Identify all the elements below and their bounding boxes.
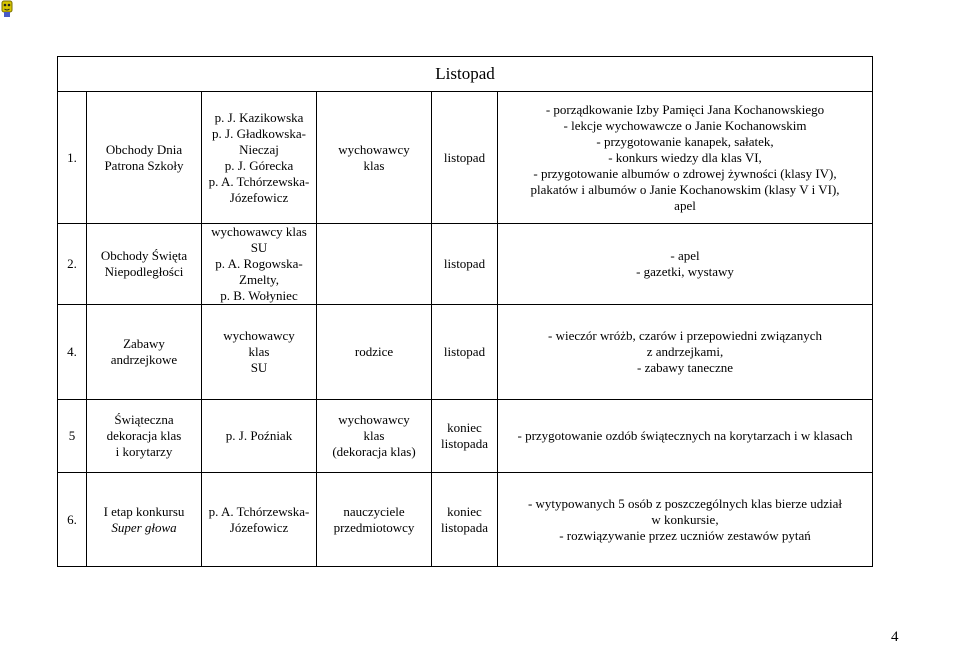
page-number: 4 bbox=[891, 629, 899, 645]
activities-line: - przygotowanie ozdób świątecznych na korytarzach i w klasach bbox=[517, 428, 853, 443]
responsible-line: p. A. Tchórzewska- bbox=[208, 173, 310, 189]
responsible-line: SU bbox=[250, 360, 268, 375]
responsible-line: wychowawcy bbox=[223, 328, 295, 343]
responsible-line: Zmelty, bbox=[239, 272, 279, 287]
activities-line: - wytypowanych 5 osób z poszczególnych klas bierze udział bbox=[527, 495, 843, 511]
activities-line: - konkurs wiedzy dla klas VI, bbox=[608, 149, 762, 165]
event-line: I etap konkursu bbox=[103, 503, 185, 519]
activities-line: apel bbox=[674, 197, 696, 213]
activities-line: - lekcje wychowawcze o Janie Kochanowskim bbox=[563, 117, 807, 133]
event-line: Niepodległości bbox=[104, 264, 184, 279]
date-line: listopada bbox=[441, 436, 488, 451]
activities-line: - przygotowanie albumów o zdrowej żywności (klasy IV), bbox=[533, 165, 837, 181]
event-cell bbox=[87, 473, 202, 567]
row-number: 4. bbox=[58, 305, 87, 400]
responsible-cell bbox=[202, 400, 317, 473]
corner-icon bbox=[0, 0, 14, 18]
row-number: 2. bbox=[58, 224, 87, 305]
responsible-line: Józefowicz bbox=[229, 189, 289, 205]
event-line: Patrona Szkoły bbox=[104, 157, 184, 173]
activities-cell bbox=[498, 400, 873, 473]
row-number: 5 bbox=[58, 400, 87, 473]
activities-cell bbox=[498, 305, 873, 400]
participants-cell bbox=[317, 92, 432, 224]
responsible-cell bbox=[202, 473, 317, 567]
responsible-line: p. J. Kazikowska bbox=[214, 109, 304, 125]
event-line: dekoracja klas bbox=[106, 428, 182, 443]
event-cell bbox=[87, 224, 202, 305]
event-cell bbox=[87, 305, 202, 400]
event-line: andrzejkowe bbox=[110, 352, 178, 367]
activities-line: plakatów i albumów o Janie Kochanowskim (klasy V i VI), bbox=[530, 181, 840, 197]
participants-line: wychowawcy bbox=[338, 141, 410, 157]
date-line: listopad bbox=[443, 149, 486, 165]
date-line: listopada bbox=[441, 519, 488, 535]
date-line: listopad bbox=[443, 256, 486, 271]
responsible-line: SU bbox=[250, 240, 268, 255]
participants-cell bbox=[317, 224, 432, 305]
activities-line: z andrzejkami, bbox=[646, 344, 724, 359]
responsible-line: p. A. Rogowska- bbox=[215, 256, 303, 271]
activities-cell bbox=[498, 473, 873, 567]
participants-line: klas bbox=[363, 157, 385, 173]
responsible-line: Nieczaj bbox=[239, 141, 279, 157]
date-cell bbox=[432, 400, 498, 473]
date-cell bbox=[432, 224, 498, 305]
participants-line: rodzice bbox=[354, 344, 394, 359]
event-cell bbox=[87, 400, 202, 473]
responsible-line: p. J. Gładkowska- bbox=[212, 125, 306, 141]
event-line: Zabawy bbox=[123, 336, 165, 351]
responsible-line: p. J. Poźniak bbox=[225, 428, 293, 443]
activities-cell bbox=[498, 92, 873, 224]
participants-line: przedmiotowcy bbox=[333, 519, 415, 535]
date-cell bbox=[432, 305, 498, 400]
participants-line: klas bbox=[363, 428, 385, 443]
participants-line: (dekoracja klas) bbox=[332, 444, 416, 459]
date-cell bbox=[432, 92, 498, 224]
activities-line: - apel bbox=[670, 248, 700, 263]
activities-cell bbox=[498, 224, 873, 305]
schedule-table bbox=[57, 56, 873, 567]
table-row bbox=[58, 473, 873, 567]
activities-line: w konkursie, bbox=[651, 511, 719, 527]
participants-cell bbox=[317, 473, 432, 567]
event-cell bbox=[87, 92, 202, 224]
responsible-line: p. A. Tchórzewska- bbox=[208, 503, 310, 519]
activities-line: - rozwiązywanie przez uczniów zestawów pytań bbox=[559, 527, 811, 543]
responsible-cell bbox=[202, 224, 317, 305]
row-number: 1. bbox=[58, 92, 87, 224]
responsible-line: klas bbox=[248, 344, 270, 359]
participants-cell bbox=[317, 400, 432, 473]
participants-line: wychowawcy bbox=[338, 412, 410, 427]
activities-line: - zabawy taneczne bbox=[637, 360, 733, 375]
table-row bbox=[58, 224, 873, 305]
participants-cell bbox=[317, 305, 432, 400]
date-line: koniec bbox=[447, 420, 482, 435]
title-row bbox=[58, 57, 873, 92]
responsible-cell bbox=[202, 305, 317, 400]
activities-line: - porządkowanie Izby Pamięci Jana Kochanowskiego bbox=[545, 101, 825, 117]
event-line: Super głowa bbox=[111, 519, 177, 535]
responsible-line: p. B. Wołyniec bbox=[220, 288, 298, 303]
responsible-line: p. J. Górecka bbox=[224, 157, 294, 173]
participants-line: nauczyciele bbox=[343, 503, 405, 519]
row-number: 6. bbox=[58, 473, 87, 567]
responsible-line: Józefowicz bbox=[229, 519, 289, 535]
activities-line: - przygotowanie kanapek, sałatek, bbox=[596, 133, 774, 149]
table-row bbox=[58, 400, 873, 473]
table-title: Listopad bbox=[58, 57, 873, 92]
date-line: koniec bbox=[447, 503, 482, 519]
table-row bbox=[58, 305, 873, 400]
activities-line: - wieczór wróżb, czarów i przepowiedni związanych bbox=[548, 328, 822, 343]
event-line: Obchody Dnia bbox=[105, 141, 183, 157]
event-line: i korytarzy bbox=[115, 444, 173, 459]
responsible-line: wychowawcy klas bbox=[211, 224, 307, 239]
activities-line: - gazetki, wystawy bbox=[636, 264, 734, 279]
event-line: Obchody Święta bbox=[100, 248, 188, 263]
responsible-cell bbox=[202, 92, 317, 224]
event-line: Świąteczna bbox=[114, 412, 174, 427]
date-line: listopad bbox=[443, 344, 486, 359]
date-cell bbox=[432, 473, 498, 567]
table-row bbox=[58, 92, 873, 224]
